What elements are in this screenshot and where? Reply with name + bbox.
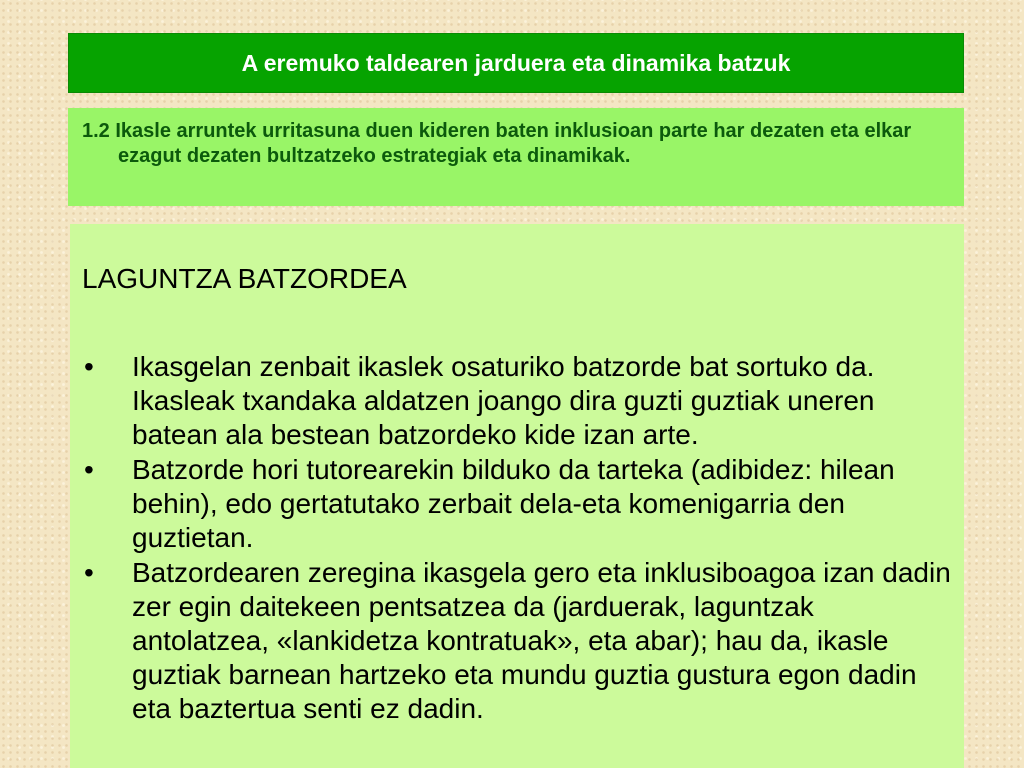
bullet-icon: • — [84, 351, 94, 382]
list-item — [84, 453, 954, 555]
bullet-icon: • — [84, 557, 94, 588]
section-heading: LAGUNTZA BATZORDEA — [82, 263, 407, 294]
bullet-icon: • — [84, 454, 94, 485]
slide-title: A eremuko taldearen jarduera eta dinamika batzuk — [241, 49, 791, 76]
bullet-text: Batzorde hori tutorearekin bilduko da tarteka (adibidez: hilean behin), edo gertatutako zerbait dela-eta komenigarria den guztietan. — [132, 454, 895, 553]
content-box — [70, 224, 964, 768]
list-item — [84, 556, 954, 726]
slide-subtitle: 1.2 Ikasle arruntek urritasuna duen kideren baten inklusioan parte har dezaten eta elkar ezagut dezaten bultzatzeko estrategiak eta dinamikak. — [82, 120, 912, 167]
slide-title-bar — [68, 33, 964, 93]
bullet-list — [84, 350, 954, 727]
subtitle-box — [68, 108, 964, 206]
list-item — [84, 350, 954, 452]
bullet-text: Ikasgelan zenbait ikaslek osaturiko batzorde bat sortuko da. Ikasleak txandaka aldatzen joango dira guzti guztiak uneren batean ala bestean batzordeko kide izan arte. — [132, 351, 875, 450]
bullet-text: Batzordearen zeregina ikasgela gero eta inklusiboagoa izan dadin zer egin daitekeen pentsatzea da (jarduerak, laguntzak antolatzea, «lankidetza kontratuak», eta abar); hau da, ikasle guztiak barnean hartzeko eta mundu guztia gustura egon dadin eta baztertua senti ez dadin. — [132, 557, 951, 724]
